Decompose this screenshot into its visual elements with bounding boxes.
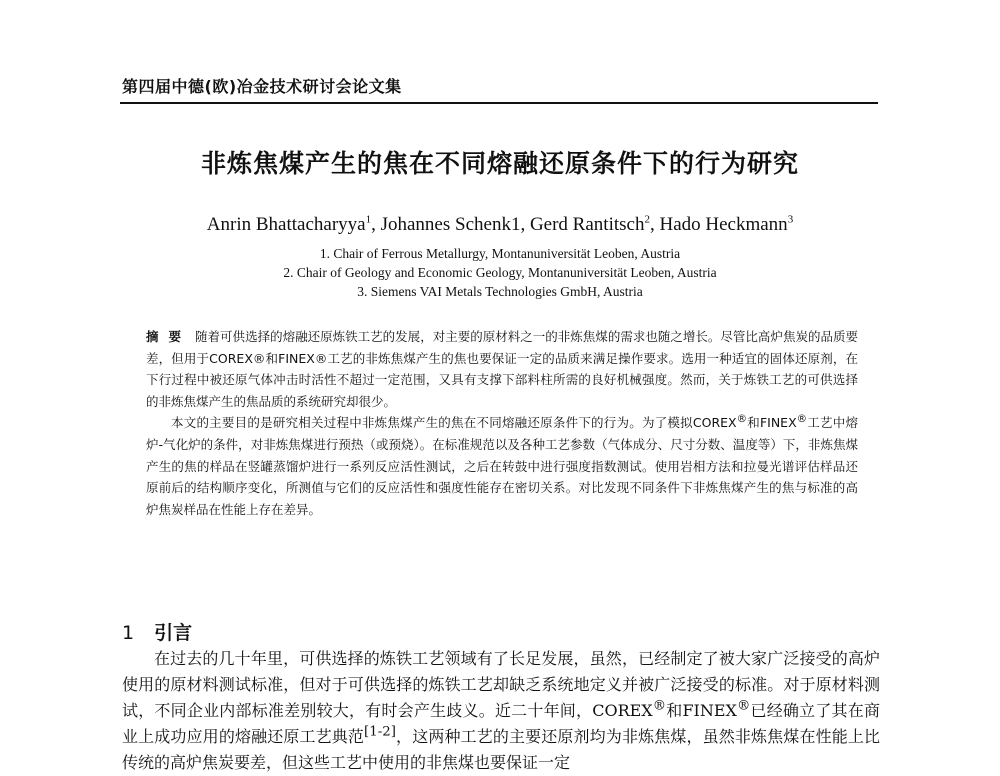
- author-affil-sup: 2: [644, 213, 650, 226]
- author-name: Anrin Bhattacharyya: [206, 214, 366, 235]
- author-list: [0, 214, 1000, 236]
- affiliation-3: 3. Siemens VAI Metals Technologies GmbH, Austria: [357, 284, 643, 299]
- registered-mark: ®: [736, 413, 747, 426]
- affiliation-2: 2. Chair of Geology and Economic Geology, Montanuniversität Leoben, Austria: [283, 265, 717, 280]
- body-text: [122, 646, 880, 776]
- abstract-label: 摘要: [146, 329, 192, 344]
- section-heading: [122, 618, 192, 645]
- author-separator: ,: [649, 214, 660, 235]
- author-name: Gerd Rantitsch: [529, 214, 645, 235]
- registered-mark: ®: [652, 698, 667, 714]
- author-separator: ,: [371, 214, 381, 235]
- abstract-text: 随着可供选择的熔融还原炼铁工艺的发展，对主要的原材料之一的非炼焦煤的需求也随之增长。尽管比高炉焦炭的品质要差，但用于COREX®和FINEX®工艺的非炼焦煤产生的焦也要保证一定的品质来满足操作要求。选用一种适宜的固体还原剂，在下行过程中被还原气体冲击时活性不超过一定范围，又具有支撑下部料柱所需的良好机械强度。然而，关于炼铁工艺的可供选择的非炼焦煤产生的焦品质的系统研究却很少。: [146, 329, 858, 409]
- section-title: 引言: [154, 622, 193, 644]
- abstract-paragraph-2: [146, 412, 858, 520]
- registered-mark: ®: [736, 698, 751, 714]
- author-name: Johannes Schenk1: [380, 214, 521, 235]
- affiliation-1: 1. Chair of Ferrous Metallurgy, Montanuniversität Leoben, Austria: [319, 246, 681, 261]
- citation: [1-2]: [364, 724, 396, 740]
- registered-mark: ®: [796, 413, 808, 426]
- author-separator: ,: [520, 214, 530, 235]
- abstract-text: 本文的主要目的是研究相关过程中非炼焦煤产生的焦在不同熔融还原条件下的行为。为了模拟COREX: [171, 415, 737, 431]
- author-name: Hado Heckmann: [659, 214, 788, 235]
- paper-title: 非炼焦煤产生的焦在不同熔融还原条件下的行为研究: [200, 149, 799, 178]
- abstract-text: 工艺中熔炉-气化炉的条件，对非炼焦煤进行预热（或预烧）。在标准规范以及各种工艺参数（气体成分、尺寸分数、温度等）下，非炼焦煤产生的焦的样品在竖罐蒸馏炉进行一系列反应活性测试，之后在转鼓中进行强度指数测试。使用岩相方法和拉曼光谱评估样品还原前后的结构顺序变化，所测值与它们的反应活性和强度性能存在密切关系。对比发现不同条件下非炼焦煤产生的焦与标准的高炉焦炭样品在性能上存在差异。: [146, 415, 858, 517]
- running-header: 第四届中德(欧)冶金技术研讨会论文集: [122, 77, 402, 96]
- body-text-run: 在过去的几十年里，可供选择的炼铁工艺领域有了长足发展，虽然，已经制定了被大家广泛接受的高炉使用的原材料测试标准，但对于可供选择的炼铁工艺却缺乏系统地定义并被广泛接受的标准。对于原材料测试，不同企业内部标准差别较大，有时会产生歧义。近二十年间，COREX: [122, 649, 880, 720]
- body-text-run: 已经确立了其在商业上成功应用的熔融还原工艺典范: [122, 701, 880, 746]
- body-text-run: ，这两种工艺的主要还原剂均为非炼焦煤，虽然非炼焦煤在性能上比传统的高炉焦炭要差，但这些工艺中使用的非焦煤也要保证一定: [122, 727, 880, 772]
- body-text-run: 和FINEX: [666, 701, 737, 720]
- body-paragraph: [122, 646, 880, 776]
- abstract-text: 和FINEX: [747, 415, 797, 431]
- abstract-paragraph-1: [146, 326, 858, 412]
- header-rule: [120, 102, 878, 104]
- author-affil-sup: 3: [787, 213, 794, 226]
- section-number: 1: [122, 622, 135, 644]
- author-affil-sup: 1: [365, 213, 372, 226]
- abstract: [146, 326, 858, 520]
